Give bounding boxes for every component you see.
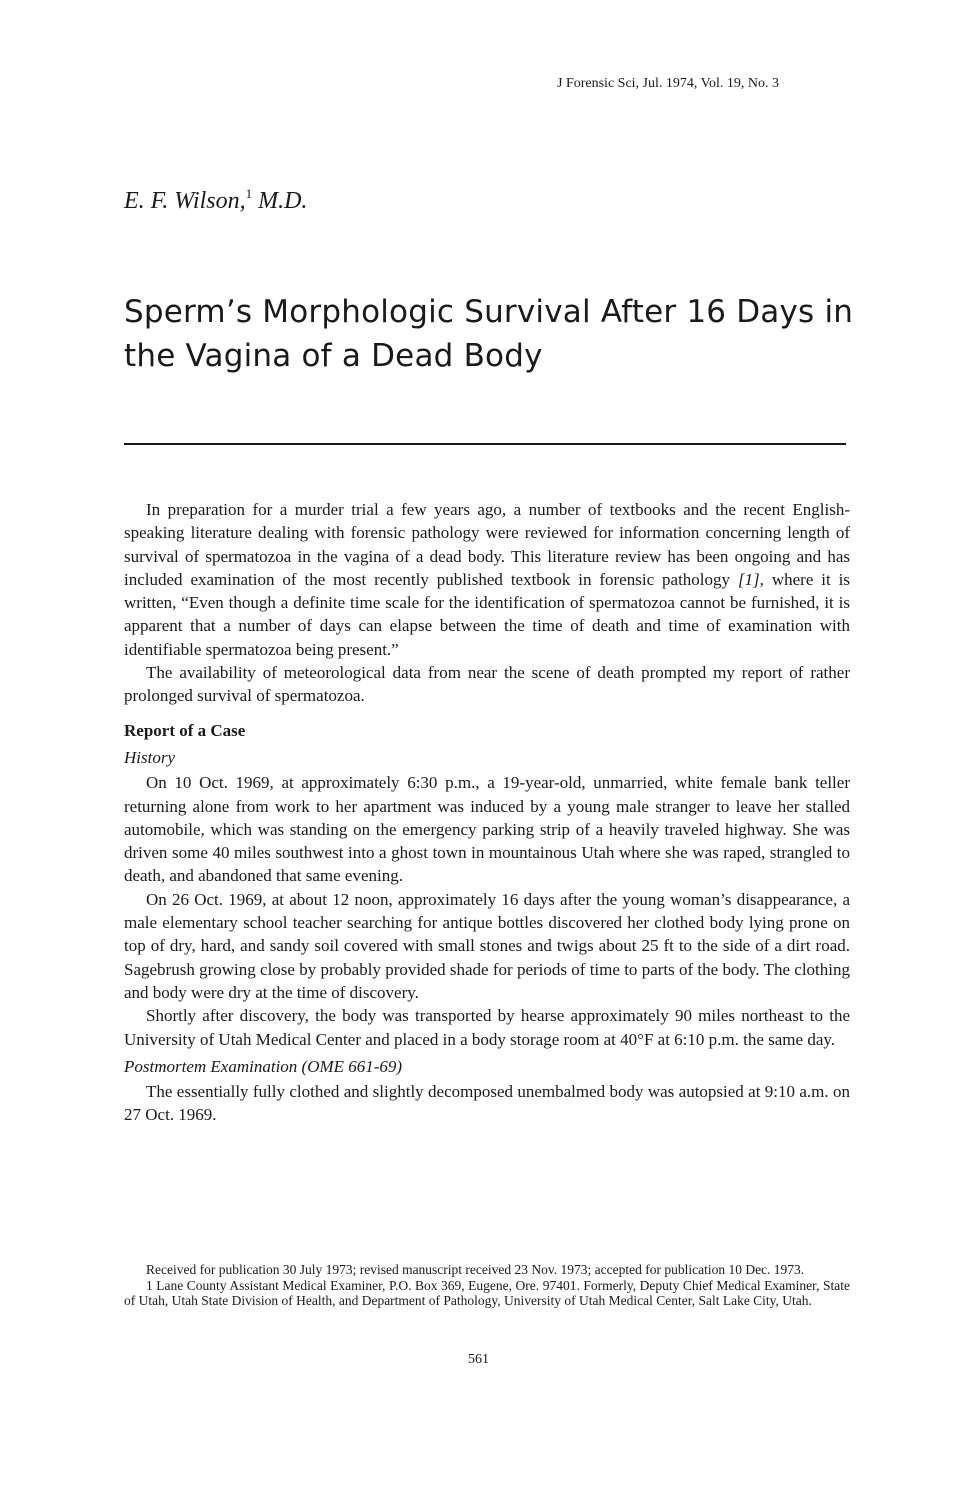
intro-paragraph-1 [124,498,850,661]
title-divider [124,443,846,445]
article-title: Sperm’s Morphologic Survival After 16 Days in the Vagina of a Dead Body [124,294,854,374]
footnotes [124,1262,850,1309]
footnote-affiliation: 1 Lane County Assistant Medical Examiner, P.O. Box 369, Eugene, Ore. 97401. Formerly, Deputy Chief Medical Examiner, State of Utah, Utah State Division of Health, and Department of Pathology, University of Utah Medical Center, Salt Lake City, Utah. [124,1277,850,1308]
page-number: 561 [468,1352,489,1367]
section-heading-report: Report of a Case [124,720,246,740]
subsection-heading-postmortem: Postmortem Examination (OME 661-69) [124,1056,403,1076]
article-body [124,498,850,1127]
citation-reference: [1] [737,569,760,589]
author-name: E. F. Wilson, [124,188,246,214]
history-paragraph-3: Shortly after discovery, the body was transported by hearse approximately 90 miles northeast to the University of Utah Medical Center and placed in a body storage room at 40°F at 6:10 p.m. the same day. [124,1006,850,1049]
author-degree: M.D. [258,188,308,214]
journal-reference: J Forensic Sci, Jul. 1974, Vol. 19, No. 3 [557,76,779,91]
history-paragraph-2: On 26 Oct. 1969, at about 12 noon, approximately 16 days after the young woman’s disappearance, a male elementary school teacher searching for antique bottles discovered her clothed body lying prone on top of dry, hard, and sandy soil covered with small stones and twigs about 25 ft to the side of a dirt road. Sagebrush growing close by probably provided shade for periods of time to parts of the body. The clothing and body were dry at the time of discovery. [124,889,850,1002]
intro-text-before-citation: In preparation for a murder trial a few years ago, a number of textbooks and the recent English-speaking literature dealing with forensic pathology were reviewed for information concerning length of survival of spermatozoa in the vagina of a dead body. This literature review has been ongoing and has included examination of the most recently published textbook in forensic pathology [124,500,850,589]
footnote-received: Received for publication 30 July 1973; revised manuscript received 23 Nov. 1973; accepted for publication 10 Dec. 1973. [146,1262,805,1277]
author-footnote-mark: 1 [245,186,253,201]
history-paragraph-1: On 10 Oct. 1969, at approximately 6:30 p.m., a 19-year-old, unmarried, white female bank teller returning alone from work to her apartment was induced by a young male stranger to leave her stalled automobile, which was standing on the emergency parking strip of a heavily traveled highway. She was driven some 40 miles southwest into a ghost town in mountainous Utah where she was raped, strangled to death, and abandoned that same evening. [124,773,850,886]
postmortem-paragraph-1: The essentially fully clothed and slightly decomposed unembalmed body was autopsied at 9:10 a.m. on 27 Oct. 1969. [124,1082,850,1125]
author-line [124,186,307,215]
intro-paragraph-2: The availability of meteorological data from near the scene of death prompted my report of rather prolonged survival of spermatozoa. [124,663,850,706]
subsection-heading-history: History [124,747,175,767]
intro-text-after-citation: , where it is written, “Even though a definite time scale for the identification of spermatozoa cannot be furnished, it is apparent that a number of days can elapse between the time of death and time of examination with identifiable spermatozoa being present.” [124,569,850,659]
